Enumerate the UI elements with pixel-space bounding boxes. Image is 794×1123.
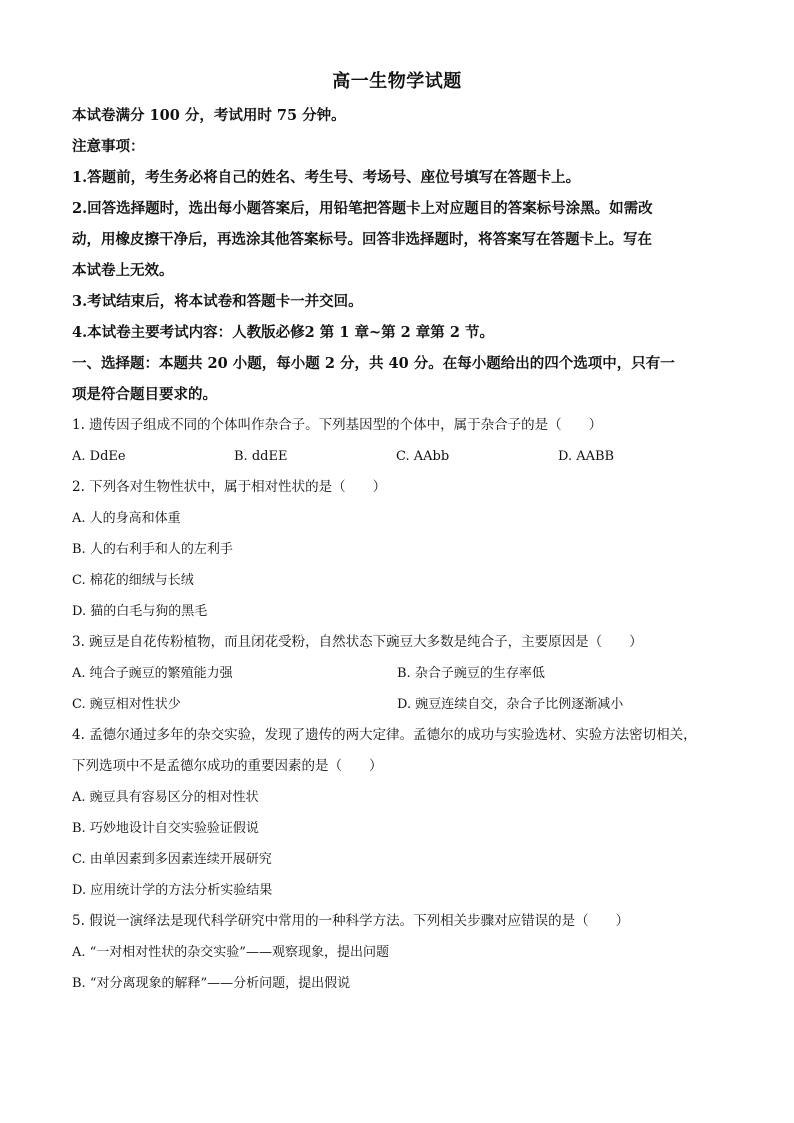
question-options bbox=[72, 441, 722, 472]
option-a: A. 豌豆具有容易区分的相对性状 bbox=[72, 790, 259, 805]
exam-intro: 本试卷满分 100 分，考试用时 75 分钟。 bbox=[72, 107, 346, 124]
section-heading: 一、选择题：本题共 20 小题，每小题 2 分，共 40 分。在每小题给出的四个选项中，只有一 bbox=[72, 355, 675, 372]
option-c: C. 由单因素到多因素连续开展研究 bbox=[72, 852, 272, 867]
exam-page bbox=[72, 64, 722, 999]
option-a: A. 纯合子豌豆的繁殖能力强 bbox=[72, 666, 233, 681]
option-b: B. 杂合子豌豆的生存率低 bbox=[397, 666, 545, 681]
option-c: C. AAbb bbox=[396, 449, 450, 464]
option-b: B. ddEE bbox=[234, 449, 288, 464]
notes-heading: 注意事项： bbox=[72, 138, 145, 155]
section-heading: 项是符合题目要求的。 bbox=[72, 386, 217, 403]
option-b: B. “对分离现象的解释”——分析问题，提出假说 bbox=[72, 976, 351, 991]
note-line: 1.答题前，考生务必将自己的姓名、考生号、考场号、座位号填写在答题卡上。 bbox=[72, 169, 581, 186]
question-stem: 2. 下列各对生物性状中，属于相对性状的是（ ） bbox=[72, 479, 387, 495]
note-line: 3.考试结束后，将本试卷和答题卡一并交回。 bbox=[72, 293, 363, 310]
note-line: 4.本试卷主要考试内容：人教版必修2 第 1 章~第 2 章第 2 节。 bbox=[72, 324, 494, 341]
note-line: 动，用橡皮擦干净后，再选涂其他答案标号。回答非选择题时，将答案写在答题卡上。写在 bbox=[72, 231, 652, 248]
question-stem: 下列选项中不是孟德尔成功的重要因素的是（ ） bbox=[72, 758, 383, 774]
option-d: D. 豌豆连续自交，杂合子比例逐渐减小 bbox=[397, 697, 624, 712]
option-b: B. 人的右利手和人的左利手 bbox=[72, 542, 233, 557]
option-c: C. 棉花的细绒与长绒 bbox=[72, 573, 194, 588]
option-d: D. 猫的白毛与狗的黑毛 bbox=[72, 604, 208, 619]
note-line: 2.回答选择题时，选出每小题答案后，用铅笔把答题卡上对应题目的答案标号涂黑。如需改 bbox=[72, 200, 653, 217]
option-b: B. 巧妙地设计自交实验验证假说 bbox=[72, 821, 259, 836]
question-stem: 5. 假说一演绎法是现代科学研究中常用的一种科学方法。下列相关步骤对应错误的是（ ） bbox=[72, 913, 630, 929]
option-a: A. DdEe bbox=[72, 449, 126, 464]
option-a: A. “一对相对性状的杂交实验”——观察现象，提出问题 bbox=[72, 945, 389, 960]
question-options bbox=[72, 689, 722, 720]
page-title: 高一生物学试题 bbox=[332, 71, 462, 92]
question-stem: 1. 遗传因子组成不同的个体叫作杂合子。下列基因型的个体中，属于杂合子的是（ ） bbox=[72, 417, 603, 433]
option-d: D. 应用统计学的方法分析实验结果 bbox=[72, 883, 273, 898]
question-stem: 3. 豌豆是自花传粉植物，而且闭花受粉，自然状态下豌豆大多数是纯合子，主要原因是（ ） bbox=[72, 634, 643, 650]
option-d: D. AABB bbox=[558, 449, 615, 464]
note-line: 本试卷上无效。 bbox=[72, 262, 174, 279]
option-a: A. 人的身高和体重 bbox=[72, 511, 181, 526]
option-c: C. 豌豆相对性状少 bbox=[72, 697, 181, 712]
question-options bbox=[72, 658, 722, 689]
question-stem: 4. 孟德尔通过多年的杂交实验，发现了遗传的两大定律。孟德尔的成功与实验选材、实验方法密切相关， bbox=[72, 727, 697, 743]
